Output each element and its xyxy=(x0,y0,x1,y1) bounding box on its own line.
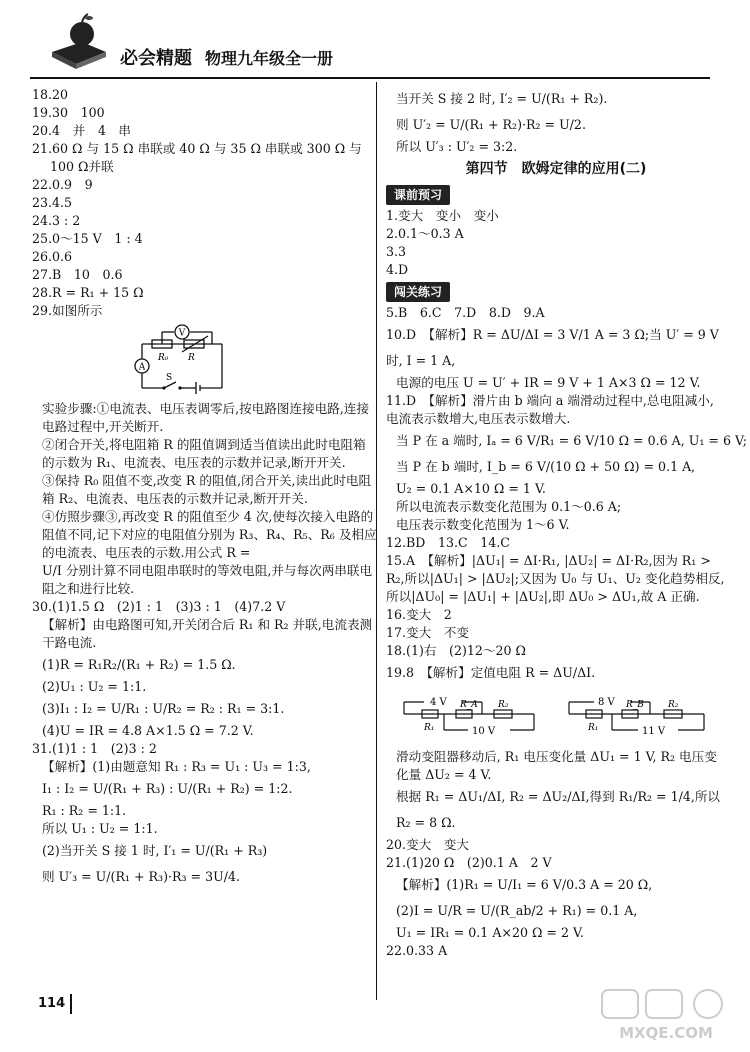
page-number-bar xyxy=(70,994,72,1014)
preview-2: 2.0.1～0.3 A xyxy=(386,226,464,241)
answer-31-result: 所以 U′₃ : U′₂ = 3:2. xyxy=(396,139,518,154)
practice-21-1: 【解析】(1)R₁ = U/I₁ = 6 V/0.3 A = 20 Ω, xyxy=(396,877,653,892)
answer-31-u: 所以 U₁ : U₂ = 1:1. xyxy=(42,821,158,836)
page-header xyxy=(0,0,750,78)
step-1: 实验步骤:①电流表、电压表调零后,按电路图连接电路,连接电路过程中,开关断开. xyxy=(42,401,370,434)
label-r1-left: R₁ xyxy=(424,723,435,733)
answer-25: 25.0～15 V 1 : 4 xyxy=(32,231,143,246)
apple-book-logo-icon xyxy=(48,12,108,70)
right-column xyxy=(386,86,748,960)
answer-27: 27.B 10 0.6 xyxy=(32,267,123,282)
answer-21-cont: 100 Ω并联 xyxy=(50,159,114,174)
practice-22: 22.0.33 A xyxy=(386,943,448,958)
answer-30-1: (1)R = R₁R₂/(R₁ + R₂) = 1.5 Ω. xyxy=(42,657,236,672)
answer-30-4: (4)U = IR = 4.8 A×1.5 Ω = 7.2 V. xyxy=(42,723,254,738)
answer-30-analysis: 【解析】由电路图可知,开关闭合后 R₁ 和 R₂ 并联,电流表测干路电流. xyxy=(42,617,373,650)
voltage-diagram-19 xyxy=(394,688,714,744)
practice-18: 18.(1)右 (2)12～20 Ω xyxy=(386,643,526,658)
label-4v: 4 V xyxy=(430,697,447,708)
preview-3: 3.3 xyxy=(386,244,407,259)
practice-11-u-range: 电压表示数变化范围为 1～6 V. xyxy=(396,517,570,532)
practice-21-2: (2)I = U/R = U/(R_ab/2 + R₁) = 0.1 A, xyxy=(396,903,638,918)
step-3: ③保持 R₀ 阻值不变,改变 R 的阻值,闭合开关,读出此时电阻箱 R₂、电流表、电压表的示数并记录,断开开关. xyxy=(42,473,372,506)
answer-21: 21.60 Ω 与 15 Ω 串联或 40 Ω 与 35 Ω 串联或 300 Ω 与 xyxy=(32,141,362,156)
ammeter-label: A xyxy=(138,362,146,373)
answer-31-u3: 则 U′₃ = U/(R₁ + R₃)·R₃ = 3U/4. xyxy=(42,869,240,884)
voltmeter-label: V xyxy=(178,328,186,339)
practice-19: 19.8 【解析】定值电阻 R = ΔU/ΔI. xyxy=(386,665,596,680)
label-ra: R_A xyxy=(460,700,478,710)
practice-11: 11.D 【解析】滑片由 b 端向 a 端滑动过程中,总电阻减小,电流表示数增大,电压表示数增大. xyxy=(386,393,714,426)
answer-30: 30.(1)1.5 Ω (2)1 : 1 (3)3 : 1 (4)7.2 V xyxy=(32,599,286,614)
answer-26: 26.0.6 xyxy=(32,249,73,264)
practice-17: 17.变大 不变 xyxy=(386,625,469,640)
practice-21-u1: U₁ = IR₁ = 0.1 A×20 Ω = 2 V. xyxy=(396,925,584,940)
practice-11-a: 当 P 在 a 端时, Iₐ = 6 V/R₁ = 6 V/10 Ω = 0.6 A, U₁ = 6 V; xyxy=(396,433,748,448)
answer-31-analysis: 【解析】(1)由题意知 R₁ : R₃ = U₁ : U₃ = 1:3, xyxy=(42,759,311,774)
page-number: 114 xyxy=(38,996,66,1011)
answer-31-u2: 则 U′₂ = U/(R₁ + R₂)·R₂ = U/2. xyxy=(396,117,586,132)
left-column xyxy=(32,86,377,890)
practice-11-b: 当 P 在 b 端时, I_b = 6 V/(10 Ω + 50 Ω) = 0.1 A, xyxy=(396,459,696,474)
practice-11-u2: U₂ = 0.1 A×10 Ω = 1 V. xyxy=(396,481,546,496)
answer-30-3: (3)I₁ : I₂ = U/R₁ : U/R₂ = R₂ : R₁ = 3:1. xyxy=(42,701,285,716)
answer-19: 19.30 100 xyxy=(32,105,105,120)
practice-21: 21.(1)20 Ω (2)0.1 A 2 V xyxy=(386,855,552,870)
practice-16: 16.变大 2 xyxy=(386,607,452,622)
answer-22: 22.0.9 9 xyxy=(32,177,93,192)
watermark-text: MXQE.COM xyxy=(619,1024,713,1042)
watermark-logo xyxy=(596,986,736,1044)
practice-5-9: 5.B 6.C 7.D 8.D 9.A xyxy=(386,305,545,320)
preview-1: 1.变大 变小 变小 xyxy=(386,208,499,223)
practice-11-i-range: 所以电流表示数变化范围为 0.1～0.6 A; xyxy=(396,499,622,514)
switch-label: S xyxy=(166,373,173,383)
label-11v: 11 V xyxy=(642,726,666,737)
answer-31-r: R₁ : R₂ = 1:1. xyxy=(42,803,127,818)
answer-23: 23.4.5 xyxy=(32,195,73,210)
step-2: ②闭合开关,将电阻箱 R 的阻值调到适当值读出此时电阻箱的示数为 R₁、电流表、电压表的示数并记录,断开开关. xyxy=(42,437,366,470)
section-title: 第四节 欧姆定律的应用(二) xyxy=(465,161,647,177)
answer-31: 31.(1)1 : 1 (2)3 : 2 xyxy=(32,741,157,756)
label-r1-right: R₁ xyxy=(588,723,599,733)
answer-20: 20.4 并 4 串 xyxy=(32,123,132,138)
answer-29: 29.如图所示 xyxy=(32,303,103,318)
step-4: ④仿照步骤③,再改变 R 的阻值至少 4 次,使每次接入电路的阻值不同,记下对应的电阻值分别为 R₃、R₄、R₅、R₆ 及相应的电流表、电压表的示数.用公式 R = xyxy=(42,509,377,560)
label-rb: R_B xyxy=(626,700,644,710)
answer-31-2: (2)当开关 S 接 1 时, I′₁ = U/(R₁ + R₃) xyxy=(42,843,268,858)
practice-tag: 闯关练习 xyxy=(386,282,450,302)
label-8v: 8 V xyxy=(598,697,615,708)
header-rule xyxy=(30,77,710,79)
answer-18: 18.20 xyxy=(32,87,69,102)
label-10v: 10 V xyxy=(472,726,496,737)
practice-10: 10.D 【解析】R = ΔU/ΔI = 3 V/1 A = 3 Ω;当 U′ = 9 V 时, I = 1 A, xyxy=(386,327,719,368)
preview-tag: 课前预习 xyxy=(386,185,450,205)
r0-label: R₀ xyxy=(158,353,169,363)
subject-title: 物理九年级全一册 xyxy=(205,49,334,68)
practice-19-delta: 滑动变阻器移动后, R₁ 电压变化量 ΔU₁ = 1 V, R₂ 电压变化量 ΔU₂ = 4 V. xyxy=(396,749,717,782)
practice-12-14: 12.BD 13.C 14.C xyxy=(386,535,510,550)
step-5: U/I 分别计算不同电阻串联时的等效电阻,并与每次两串联电阻之和进行比较. xyxy=(42,563,373,596)
practice-19-result: 根据 R₁ = ΔU₁/ΔI, R₂ = ΔU₂/ΔI,得到 R₁/R₂ = 1/4,所以 R₂ = 8 Ω. xyxy=(396,789,721,830)
label-r2-left: R₂ xyxy=(498,700,509,710)
answer-31-ratio: I₁ : I₂ = U/(R₁ + R₃) : U/(R₁ + R₂) = 1:2. xyxy=(42,781,293,796)
answer-24: 24.3 : 2 xyxy=(32,213,81,228)
answer-28: 28.R = R₁ + 15 Ω xyxy=(32,285,144,300)
answer-30-2: (2)U₁ : U₂ = 1:1. xyxy=(42,679,147,694)
practice-15: 15.A 【解析】|ΔU₁| = ΔI·R₁, |ΔU₂| = ΔI·R₂,因为 R₁ > R₂,所以|ΔU₁| > |ΔU₂|;又因为 U₀ 与 U₁、U₂ 变化趋势相反,所以|ΔU₀| = |ΔU₁| + |ΔU₂|,即 ΔU₀ > ΔU₁,故 A 正确. xyxy=(386,553,725,604)
r-label: R xyxy=(188,353,195,363)
practice-10-cont: 电源的电压 U = U′ + IR = 9 V + 1 A×3 Ω = 12 V. xyxy=(396,375,701,390)
label-r2-right: R₂ xyxy=(668,700,679,710)
practice-20: 20.变大 变大 xyxy=(386,837,469,852)
brand-title: 必会精题 xyxy=(120,48,192,69)
circuit-diagram-29 xyxy=(122,324,242,396)
preview-4: 4.D xyxy=(386,262,409,277)
answer-31-s2: 当开关 S 接 2 时, I′₂ = U/(R₁ + R₂). xyxy=(396,91,608,106)
